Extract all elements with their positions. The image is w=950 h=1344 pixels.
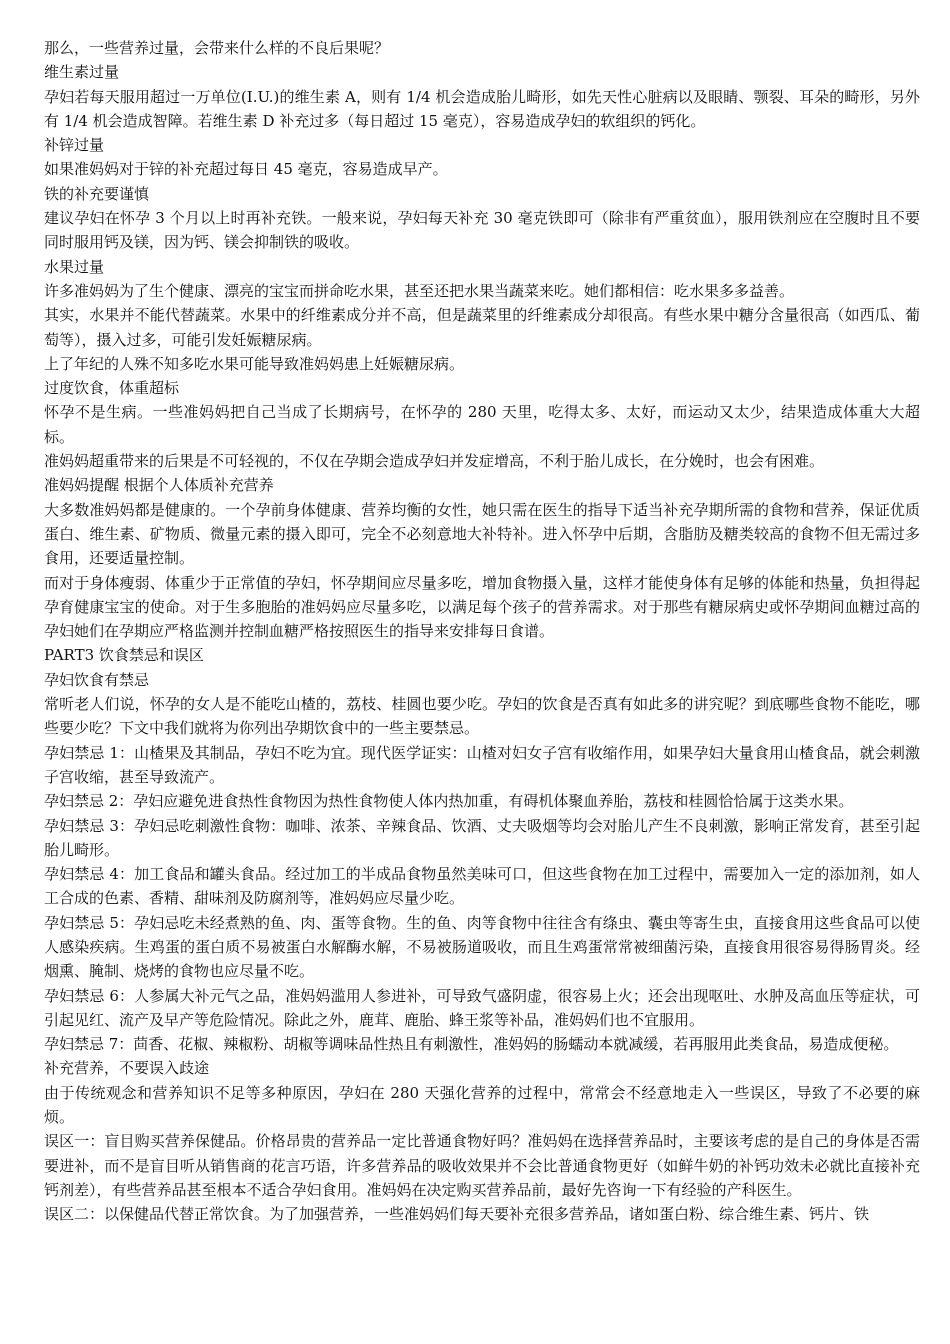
paragraph: 准妈妈超重带来的后果是不可轻视的，不仅在孕期会造成孕妇并发症增高，不利于胎儿成长，在分娩时，也会有困难。 — [44, 452, 825, 471]
section-heading: 孕妇饮食有禁忌 — [44, 670, 150, 689]
paragraph: 如果准妈妈对于锌的补充超过每日 45 毫克，容易造成早产。 — [44, 160, 448, 179]
section-heading: 水果过量 — [44, 257, 105, 276]
paragraph: 怀孕不是生病。一些准妈妈把自己当成了长期病号，在怀孕的 280 天里，吃得太多、太好，而运动又太少，结果造成体重大大超标。 — [44, 403, 920, 446]
section-heading: 准妈妈提醒 根据个人体质补充营养 — [44, 476, 274, 495]
paragraph: 而对于身体瘦弱、体重少于正常值的孕妇，怀孕期间应尽量多吃，增加食物摄入量，这样才能使身体有足够的体能和热量，负担得起孕育健康宝宝的使命。对于生多胞胎的准妈妈应尽量多吃，以满足每个孩子的营养需求。对于那些有糖尿病史或怀孕期间血糖过高的孕妇她们在孕期应严格监测并控制血糖严格按照医生的指导来安排每日食谱。 — [44, 573, 920, 641]
paragraph: 孕妇禁忌 7：茴香、花椒、辣椒粉、胡椒等调味品性热且有刺激性，准妈妈的肠蠕动本就减缓，若再服用此类食品，易造成便秘。 — [44, 1035, 899, 1054]
paragraph: 上了年纪的人殊不知多吃水果可能导致准妈妈患上妊娠糖尿病。 — [44, 354, 465, 373]
paragraph: 孕妇禁忌 2：孕妇应避免进食热性食物因为热性食物使人体内热加重，有碍机体聚血养胎，荔枝和桂圆恰恰属于这类水果。 — [44, 792, 854, 811]
paragraph: 其实，水果并不能代替蔬菜。水果中的纤维素成分并不高，但是蔬菜里的纤维素成分却很高。有些水果中糖分含量很高（如西瓜、葡萄等），摄入过多，可能引发妊娠糖尿病。 — [44, 306, 920, 349]
section-heading: 补充营养，不要误入歧途 — [44, 1059, 210, 1078]
paragraph: 大多数准妈妈都是健康的。一个孕前身体健康、营养均衡的女性，她只需在医生的指导下适当补充孕期所需的食物和营养，保证优质蛋白、维生素、矿物质、微量元素的摄入即可，完全不必刻意地大补特补。进入怀孕中后期，含脂肪及糖类较高的食物不但无需过多食用，还要适量控制。 — [44, 500, 920, 568]
part-heading: PART3 饮食禁忌和误区 — [44, 646, 204, 665]
paragraph: 建议孕妇在怀孕 3 个月以上时再补充铁。一般来说，孕妇每天补充 30 毫克铁即可（除非有严重贫血），服用铁剂应在空腹时且不要同时服用钙及镁，因为钙、镁会抑制铁的吸收。 — [44, 209, 920, 252]
paragraph: 孕妇若每天服用超过一万单位(I.U.)的维生素 A，则有 1/4 机会造成胎儿畸形，如先天性心脏病以及眼睛、颚裂、耳朵的畸形，另外有 1/4 机会造成智障。若维生素 D 补充过多（每日超过 15 毫克），容易造成孕妇的软组织的钙化。 — [44, 87, 920, 130]
paragraph: 误区一：盲目购买营养保健品。价格昂贵的营养品一定比普通食物好吗？准妈妈在选择营养品时，主要该考虑的是自己的身体是否需要进补，而不是盲目听从销售商的花言巧语，许多营养品的吸收效果并不会比普通食物更好（如鲜牛奶的补钙功效未必就比直接补充钙剂差），有些营养品甚至根本不适合孕妇食用。准妈妈在决定购买营养品前，最好先咨询一下有经验的产科医生。 — [44, 1132, 920, 1199]
paragraph: 孕妇禁忌 3：孕妇忌吃刺激性食物：咖啡、浓茶、辛辣食品、饮酒、丈夫吸烟等均会对胎儿产生不良刺激，影响正常发育，甚至引起胎儿畸形。 — [44, 816, 920, 859]
paragraph: 误区二：以保健品代替正常饮食。为了加强营养，一些准妈妈们每天要补充很多营养品，诸如蛋白粉、综合维生素、钙片、铁 — [44, 1205, 870, 1224]
section-heading: 维生素过量 — [44, 63, 120, 82]
paragraph: 那么，一些营养过量，会带来什么样的不良后果呢？ — [44, 39, 390, 57]
paragraph: 常听老人们说，怀孕的女人是不能吃山楂的，荔枝、桂圆也要少吃。孕妇的饮食是否真有如此多的讲究呢？到底哪些食物不能吃，哪些要少吃？下文中我们就将为你列出孕期饮食中的一些主要禁忌。 — [44, 695, 920, 738]
paragraph: 由于传统观念和营养知识不足等多种原因，孕妇在 280 天强化营养的过程中，常常会不经意地走入一些误区，导致了不必要的麻烦。 — [44, 1083, 920, 1127]
paragraph: 许多准妈妈为了生个健康、漂亮的宝宝而拼命吃水果，甚至还把水果当蔬菜来吃。她们都相信：吃水果多多益善。 — [44, 281, 795, 300]
section-heading: 过度饮食，体重超标 — [44, 379, 180, 398]
paragraph: 孕妇禁忌 4：加工食品和罐头食品。经过加工的半成品食物虽然美味可口，但这些食物在加工过程中，需要加入一定的添加剂，如人工合成的色素、香精、甜味剂及防腐剂等，准妈妈应尽量少吃。 — [44, 865, 920, 908]
paragraph: 孕妇禁忌 5：孕妇忌吃未经煮熟的鱼、肉、蛋等食物。生的鱼、肉等食物中往往含有绦虫、囊虫等寄生虫，直接食用这些食品可以使人感染疾病。生鸡蛋的蛋白质不易被蛋白水解酶水解，不易被肠道吸收，而且生鸡蛋常常被细菌污染，直接食用很容易得肠胃炎。经烟熏、腌制、烧烤的食物也应尽量不吃。 — [44, 913, 920, 981]
section-heading: 补锌过量 — [44, 136, 105, 155]
paragraph: 孕妇禁忌 6：人参属大补元气之品，准妈妈滥用人参进补，可导致气盛阴虚，很容易上火；还会出现呕吐、水肿及高血压等症状，可引起见红、流产及早产等危险情况。除此之外，鹿茸、鹿胎、蜂王浆等补品，准妈妈们也不宜服用。 — [44, 986, 920, 1029]
section-heading: 铁的补充要谨慎 — [44, 184, 150, 203]
paragraph: 孕妇禁忌 1：山楂果及其制品，孕妇不吃为宜。现代医学证实：山楂对妇女子宫有收缩作用，如果孕妇大量食用山楂食品，就会刺激子宫收缩，甚至导致流产。 — [44, 743, 920, 786]
